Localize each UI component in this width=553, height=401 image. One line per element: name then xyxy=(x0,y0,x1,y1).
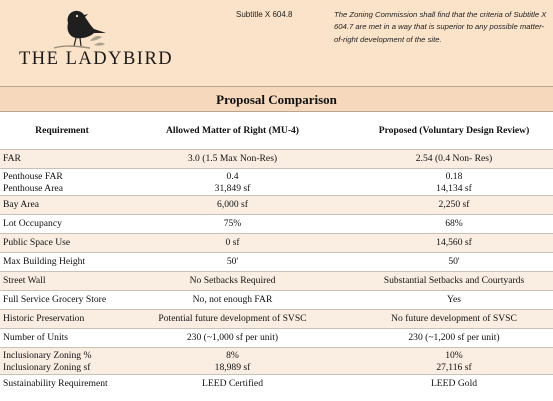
column-header-matter-of-right: Allowed Matter of Right (MU-4) xyxy=(165,125,300,136)
requirement-cell-line: Lot Occupancy xyxy=(3,218,62,229)
column-header-proposed: Proposed (Voluntary Design Review) xyxy=(378,125,530,136)
table-row xyxy=(0,290,553,309)
matter-of-right-cell xyxy=(110,256,355,268)
matter-of-right-cell xyxy=(110,153,355,165)
requirement-cell-line: Full Service Grocery Store xyxy=(3,294,107,305)
requirement-cell-line: Inclusionary Zoning % xyxy=(3,350,92,361)
proposed-cell xyxy=(355,350,553,374)
matter-of-right-cell xyxy=(110,294,355,306)
requirement-cell-line: Street Wall xyxy=(3,275,46,286)
proposed-cell-line: 2.54 (0.4 Non- Res) xyxy=(415,153,493,164)
requirement-cell-line: Penthouse FAR xyxy=(3,171,63,182)
proposed-cell-line: 10% xyxy=(445,350,463,361)
matter-of-right-cell-line: Potential future development of SVSC xyxy=(158,313,307,324)
requirement-cell-line: FAR xyxy=(3,153,21,164)
matter-of-right-cell xyxy=(110,332,355,344)
matter-of-right-cell xyxy=(110,237,355,249)
requirement-cell xyxy=(3,378,108,390)
proposed-cell xyxy=(355,153,553,165)
requirement-cell xyxy=(3,313,84,325)
proposed-cell xyxy=(355,313,553,325)
table-row xyxy=(0,374,553,393)
table-row xyxy=(0,168,553,195)
matter-of-right-cell xyxy=(110,313,355,325)
proposed-cell-line: 68% xyxy=(445,218,463,229)
proposed-cell-line: 27,116 sf xyxy=(436,362,472,373)
table-row xyxy=(0,233,553,252)
proposed-cell-line: 0.18 xyxy=(445,171,463,182)
requirement-cell xyxy=(3,218,62,230)
column-header-row xyxy=(0,112,553,149)
requirement-cell-line: Number of Units xyxy=(3,332,69,343)
matter-of-right-cell-line: 18,989 sf xyxy=(214,362,251,373)
matter-of-right-cell-line: 230 (~1,000 sf per unit) xyxy=(186,332,279,343)
matter-of-right-cell-line: 75% xyxy=(223,218,242,229)
proposed-cell xyxy=(355,199,553,211)
requirement-cell xyxy=(3,199,39,211)
matter-of-right-cell xyxy=(110,350,355,374)
requirement-cell-line: Sustainability Requirement xyxy=(3,378,108,389)
requirement-cell-line: Bay Area xyxy=(3,199,39,210)
requirement-cell-line: Inclusionary Zoning sf xyxy=(3,362,91,373)
matter-of-right-cell-line: 31,849 sf xyxy=(214,183,251,194)
proposed-cell-line: LEED Gold xyxy=(430,378,478,389)
requirement-cell xyxy=(3,275,45,287)
matter-of-right-cell-line: No, not enough FAR xyxy=(192,294,273,305)
table-row xyxy=(0,328,553,347)
requirement-cell xyxy=(3,237,70,249)
proposed-cell-line: 14,560 sf xyxy=(436,237,472,248)
matter-of-right-cell-line: No Setbacks Required xyxy=(189,275,276,286)
requirement-cell xyxy=(3,153,21,165)
table-row xyxy=(0,149,553,168)
matter-of-right-cell-line: 3.0 (1.5 Max Non-Res) xyxy=(187,153,278,164)
proposed-cell-line: Substantial Setbacks and Courtyards xyxy=(383,275,525,286)
matter-of-right-cell xyxy=(110,378,355,390)
requirement-cell-line: Penthouse Area xyxy=(3,183,63,194)
matter-of-right-cell xyxy=(110,218,355,230)
proposed-cell xyxy=(355,237,553,249)
table-row xyxy=(0,309,553,328)
matter-of-right-cell xyxy=(110,171,355,195)
proposed-cell xyxy=(355,218,553,230)
table-title: Proposal Comparison xyxy=(0,86,553,112)
proposed-cell xyxy=(355,332,553,344)
table-row xyxy=(0,195,553,214)
comparison-table-body xyxy=(0,149,553,393)
column-header-requirement: Requirement xyxy=(35,125,89,136)
proposed-cell xyxy=(355,275,553,287)
matter-of-right-cell-line: 0 sf xyxy=(225,237,240,248)
bird-logo-icon xyxy=(50,5,110,51)
proposed-cell xyxy=(355,171,553,195)
proposed-cell-line: 230 (~1,200 sf per unit) xyxy=(408,332,500,343)
page-header xyxy=(0,0,553,86)
logo-wordmark: THE LADYBIRD xyxy=(19,49,174,69)
table-row xyxy=(0,214,553,233)
proposed-cell xyxy=(355,256,553,268)
matter-of-right-cell-line: 50' xyxy=(226,256,239,267)
zoning-criteria-quote: The Zoning Commission shall find that the criteria of Subtitle X 604.7 are met in a way that is superior to any possible matter-of-right development of the site. xyxy=(334,10,547,44)
requirement-cell xyxy=(3,171,63,195)
requirement-cell-line: Historic Preservation xyxy=(3,313,85,324)
proposed-cell xyxy=(355,294,553,306)
requirement-cell xyxy=(3,256,85,268)
requirement-cell-line: Max Building Height xyxy=(3,256,86,267)
matter-of-right-cell xyxy=(110,199,355,211)
matter-of-right-cell-line: LEED Certified xyxy=(201,378,263,389)
proposed-cell-line: 14,134 sf xyxy=(436,183,472,194)
requirement-cell-line: Public Space Use xyxy=(3,237,71,248)
matter-of-right-cell-line: 6,000 sf xyxy=(217,199,248,210)
subtitle-reference: Subtitle X 604.8 xyxy=(236,10,293,19)
matter-of-right-cell-line: 0.4 xyxy=(226,171,239,182)
table-row xyxy=(0,252,553,271)
matter-of-right-cell xyxy=(110,275,355,287)
matter-of-right-cell-line: 8% xyxy=(226,350,239,361)
requirement-cell xyxy=(3,332,68,344)
proposed-cell-line: 50' xyxy=(448,256,460,267)
proposed-cell xyxy=(355,378,553,390)
table-row xyxy=(0,271,553,290)
requirement-cell xyxy=(3,350,91,374)
proposed-cell-line: 2,250 sf xyxy=(438,199,470,210)
proposed-cell-line: Yes xyxy=(447,294,461,305)
proposed-cell-line: No future development of SVSC xyxy=(391,313,517,324)
requirement-cell xyxy=(3,294,106,306)
table-row xyxy=(0,347,553,374)
